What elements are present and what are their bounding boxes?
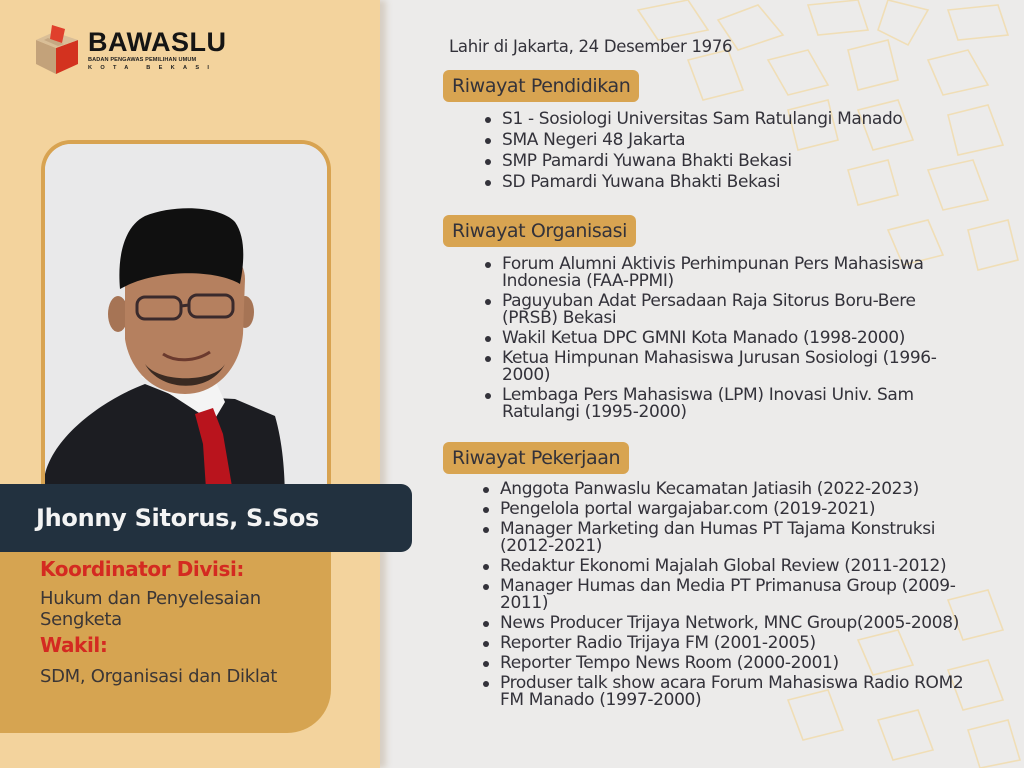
person-name: Jhonny Sitorus, S.Sos — [36, 504, 319, 532]
name-banner — [0, 484, 412, 552]
list-item: SMP Pamardi Yuwana Bhakti Bekasi — [482, 151, 902, 172]
person-portrait-icon — [45, 144, 331, 500]
deputy-label: Wakil: — [40, 633, 108, 657]
organization-list — [482, 256, 952, 424]
logo-city: KOTA BEKASI — [88, 64, 218, 71]
list-item: Anggota Panwaslu Kecamatan Jatiasih (2022-2023) — [480, 481, 990, 498]
list-item: S1 - Sosiologi Universitas Sam Ratulangi Manado — [482, 109, 902, 130]
list-item: Pengelola portal wargajabar.com (2019-2021) — [480, 501, 990, 518]
profile-photo — [41, 140, 331, 500]
deputy-value: SDM, Organisasi dan Diklat — [40, 666, 278, 687]
list-item: Wakil Ketua DPC GMNI Kota Manado (1998-2000) — [482, 330, 952, 347]
section-header-organization: Riwayat Organisasi — [443, 215, 636, 247]
list-item: Reporter Radio Trijaya FM (2001-2005) — [480, 635, 990, 652]
biography-panel — [388, 0, 1024, 768]
list-item: Paguyuban Adat Persadaan Raja Sitorus Boru-Bere (PRSB) Bekasi — [482, 293, 952, 327]
list-item: Manager Marketing dan Humas PT Tajama Konstruksi (2012-2021) — [480, 521, 990, 555]
list-item: Ketua Himpunan Mahasiswa Jurusan Sosiologi (1996-2000) — [482, 350, 952, 384]
list-item: Reporter Tempo News Room (2000-2001) — [480, 655, 990, 672]
list-item: SMA Negeri 48 Jakarta — [482, 130, 902, 151]
birth-info: Lahir di Jakarta, 24 Desember 1976 — [449, 37, 733, 56]
logo-subtitle: BADAN PENGAWAS PEMILIHAN UMUM — [88, 56, 197, 63]
bawaslu-logo — [34, 24, 227, 76]
logo-title: BAWASLU — [88, 26, 227, 57]
list-item: Produser talk show acara Forum Mahasiswa Radio ROM2 FM Manado (1997-2000) — [480, 675, 990, 709]
list-item: Redaktur Ekonomi Majalah Global Review (2011-2012) — [480, 558, 990, 575]
coordinator-label: Koordinator Divisi: — [40, 557, 245, 581]
section-header-education: Riwayat Pendidikan — [443, 70, 639, 102]
profile-panel — [0, 0, 380, 768]
ballot-box-icon — [34, 24, 82, 76]
list-item: Forum Alumni Aktivis Perhimpunan Pers Mahasiswa Indonesia (FAA-PPMI) — [482, 256, 952, 290]
section-header-work: Riwayat Pekerjaan — [443, 442, 629, 474]
coordinator-value: Hukum dan Penyelesaian Sengketa — [40, 588, 261, 630]
list-item: News Producer Trijaya Network, MNC Group(2005-2008) — [480, 615, 990, 632]
list-item: Manager Humas dan Media PT Primanusa Group (2009-2011) — [480, 578, 990, 612]
list-item: Lembaga Pers Mahasiswa (LPM) Inovasi Univ. Sam Ratulangi (1995-2000) — [482, 387, 952, 421]
work-list — [480, 481, 990, 712]
education-list — [482, 109, 902, 193]
role-details — [40, 556, 325, 687]
list-item: SD Pamardi Yuwana Bhakti Bekasi — [482, 172, 902, 193]
